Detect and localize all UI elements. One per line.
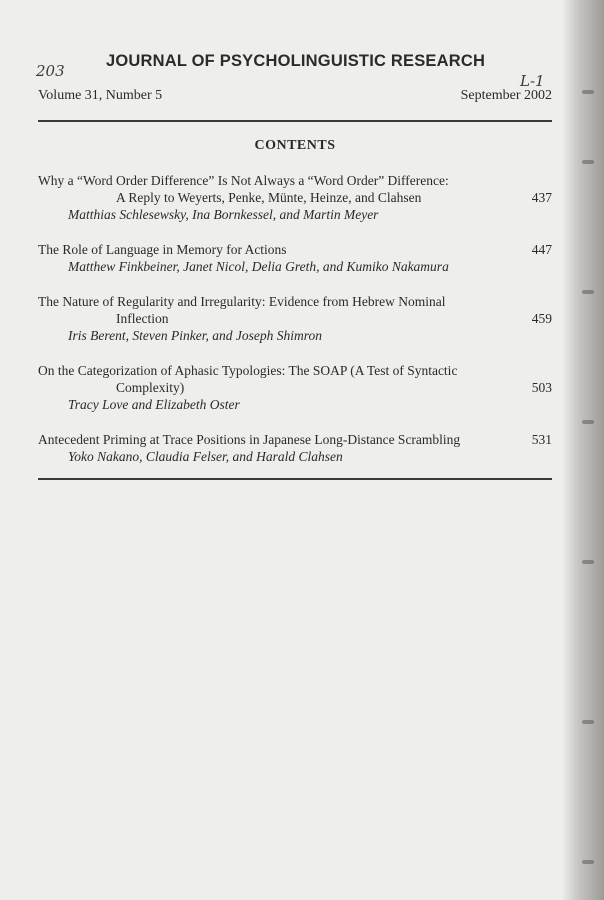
entry-title-line xyxy=(38,379,552,396)
entry-page-number: 531 xyxy=(531,432,552,447)
entry-page-number: 459 xyxy=(531,311,552,326)
journal-title: JOURNAL OF PSYCHOLINGUISTIC RESEARCH xyxy=(106,52,486,70)
toc-entry xyxy=(38,241,552,275)
handwritten-note-right: L-1 xyxy=(520,72,545,90)
entry-title-continued: Complexity) xyxy=(116,380,185,395)
entry-title-line: Why a “Word Order Difference” Is Not Always a “Word Order” Difference: xyxy=(38,173,449,188)
entry-page-number: 447 xyxy=(531,242,552,257)
spine-mark xyxy=(582,420,594,424)
divider-top xyxy=(38,120,552,122)
entry-authors: Matthias Schlesewsky, Ina Bornkessel, and Martin Meyer xyxy=(68,207,379,222)
entry-title-line: On the Categorization of Aphasic Typologies: The SOAP (A Test of Syntactic xyxy=(38,363,458,378)
entry-page-number: 437 xyxy=(531,190,552,205)
entry-page-number: 503 xyxy=(531,380,552,395)
entry-title-line xyxy=(38,310,552,327)
contents-heading: CONTENTS xyxy=(254,138,336,153)
entry-title-continued: A Reply to Weyerts, Penke, Münte, Heinze, and Clahsen xyxy=(116,190,422,205)
toc-entry xyxy=(38,431,552,465)
entry-authors: Tracy Love and Elizabeth Oster xyxy=(68,397,240,412)
spine-mark xyxy=(582,90,594,94)
entry-title: Antecedent Priming at Trace Positions in Japanese Long-Distance Scrambling xyxy=(38,432,461,447)
handwritten-note-left: 203 xyxy=(36,62,65,80)
entry-title-line xyxy=(38,189,552,206)
volume-number: Volume 31, Number 5 xyxy=(38,88,163,103)
divider-bottom xyxy=(38,478,552,480)
spine-mark xyxy=(582,860,594,864)
entry-authors: Yoko Nakano, Claudia Felser, and Harald Clahsen xyxy=(68,449,343,464)
issue-date: September 2002 xyxy=(460,88,552,103)
spine-mark xyxy=(582,290,594,294)
toc-entry xyxy=(38,172,552,223)
entry-authors: Matthew Finkbeiner, Janet Nicol, Delia Greth, and Kumiko Nakamura xyxy=(68,259,449,274)
entry-title-line: The Nature of Regularity and Irregularity: Evidence from Hebrew Nominal xyxy=(38,294,446,309)
entry-title-continued: Inflection xyxy=(116,311,169,326)
spine-mark xyxy=(582,560,594,564)
entry-authors: Iris Berent, Steven Pinker, and Joseph Shimron xyxy=(68,328,322,343)
spine-mark xyxy=(582,720,594,724)
entry-title-line xyxy=(38,431,552,448)
toc-entry xyxy=(38,362,552,413)
spine-mark xyxy=(582,160,594,164)
book-spine-shadow xyxy=(562,0,604,900)
entry-title-line xyxy=(38,241,552,258)
toc-entry xyxy=(38,293,552,344)
entry-title: The Role of Language in Memory for Actions xyxy=(38,242,287,257)
